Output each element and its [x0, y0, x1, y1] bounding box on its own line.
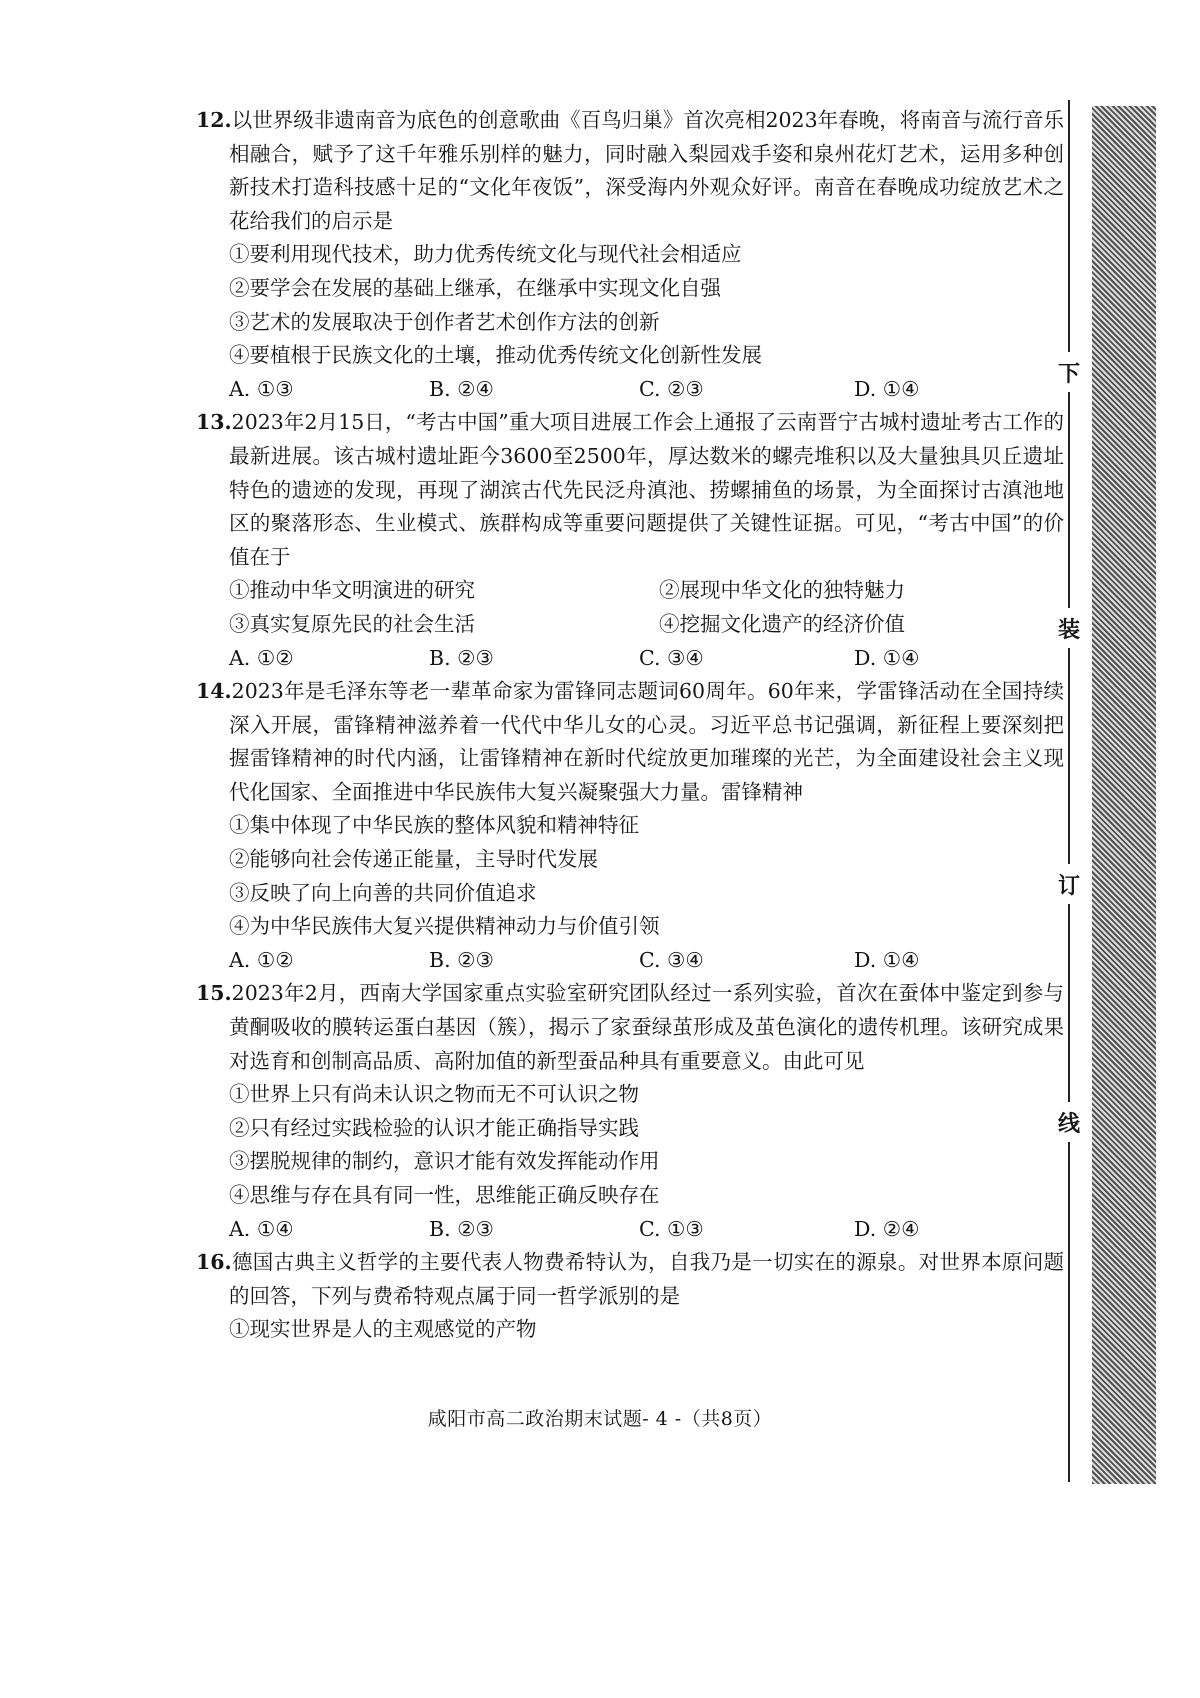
answer-choice-a: A. ①②	[229, 645, 294, 670]
question-16	[196, 1246, 1064, 1347]
answer-choice-c: C. ①③	[639, 1216, 704, 1241]
answer-choice-a: A. ①④	[229, 1216, 294, 1241]
question-number: 14.	[196, 679, 232, 704]
question-text: 德国古典主义哲学的主要代表人物费希特认为，自我乃是一切实在的源泉。对世界本原问题的回答，下列与费希特观点属于同一哲学派别的是	[229, 1250, 1064, 1308]
statement-option: ③摆脱规律的制约，意识才能有效发挥能动作用	[229, 1149, 660, 1174]
answer-choice-d: D. ①④	[854, 645, 920, 670]
answer-choice-d: D. ②④	[854, 1216, 920, 1241]
question-list	[196, 104, 1064, 1347]
question-number: 12.	[196, 108, 232, 132]
statement-option: ③反映了向上向善的共同价值追求	[229, 880, 537, 905]
statement-option: ②能够向社会传递正能量，主导时代发展	[229, 847, 598, 872]
question-number: 15.	[196, 981, 232, 1006]
answer-choice-b: B. ②③	[429, 1216, 494, 1241]
answer-choice-b: B. ②④	[429, 376, 494, 401]
question-stem	[196, 406, 1064, 574]
statement-option: ①世界上只有尚未认识之物而无不可认识之物	[229, 1082, 639, 1107]
statement-option: ④思维与存在具有同一性，思维能正确反映存在	[229, 1183, 660, 1207]
answer-choices	[229, 944, 1064, 978]
answer-choice-d: D. ①④	[854, 376, 920, 401]
statement-option: ③真实复原先民的社会生活	[229, 611, 475, 636]
binding-line	[1068, 648, 1070, 864]
statement-option: ④要植根于民族文化的土壤，推动优秀传统文化创新性发展	[229, 343, 762, 368]
answer-choice-c: C. ③④	[639, 947, 704, 972]
page-footer: 咸阳市高二政治期末试题- 4 -（共8页）	[427, 1408, 773, 1430]
statement-option: ①集中体现了中华民族的整体风貌和精神特征	[229, 813, 639, 838]
question-text: 2023年是毛泽东等老一辈革命家为雷锋同志题词60周年。60年来，学雷锋活动在全国持续深入开展，雷锋精神滋养着一代代中华儿女的心灵。习近平总书记强调，新征程上要深刻把握雷锋精神的时代内涵，让雷锋精神在新时代绽放更加璀璨的光芒，为全面建设社会主义现代化国家、全面推进中华民族伟大复兴凝聚强大力量。雷锋精神	[229, 679, 1064, 804]
scan-edge-pattern	[1092, 106, 1156, 1484]
binding-mark-xian: 线	[1053, 1108, 1085, 1140]
answer-choices	[229, 1213, 1064, 1247]
question-stem	[196, 1246, 1064, 1313]
statement-option: ①现实世界是人的主观感觉的产物	[229, 1317, 537, 1342]
binding-line	[1068, 392, 1070, 608]
statement-options	[229, 574, 1064, 641]
answer-choice-b: B. ②③	[429, 947, 494, 972]
statement-option: ②要学会在发展的基础上继承，在继承中实现文化自强	[229, 275, 721, 300]
binding-line	[1068, 1142, 1070, 1482]
question-14	[196, 675, 1064, 977]
answer-choice-a: A. ①②	[229, 947, 294, 972]
question-text: 以世界级非遗南音为底色的创意歌曲《百鸟归巢》首次亮相2023年春晚，将南音与流行音乐相融合，赋予了这千年雅乐别样的魅力，同时融入梨园戏手姿和泉州花灯艺术，运用多种创新技术打造科技感十足的“文化年夜饭”，深受海内外观众好评。南音在春晚成功绽放艺术之花给我们的启示是	[229, 108, 1064, 233]
answer-choice-c: C. ②③	[639, 376, 704, 401]
answer-choices	[229, 373, 1064, 407]
statement-option: ③艺术的发展取决于创作者艺术创作方法的创新	[229, 309, 660, 334]
binding-mark-xia: 下	[1053, 358, 1085, 390]
question-stem	[196, 104, 1064, 238]
answer-choice-c: C. ③④	[639, 645, 704, 670]
answer-choice-d: D. ①④	[854, 947, 920, 972]
answer-choice-a: A. ①③	[229, 376, 294, 401]
question-stem	[196, 977, 1064, 1078]
binding-mark-ding: 订	[1053, 870, 1085, 902]
question-number: 16.	[196, 1250, 232, 1275]
question-number: 13.	[196, 410, 232, 435]
statement-option: ①要利用现代技术，助力优秀传统文化与现代社会相适应	[229, 242, 742, 267]
question-12	[196, 104, 1064, 406]
question-text: 2023年2月15日，“考古中国”重大项目进展工作会上通报了云南晋宁古城村遗址考古工作的最新进展。该古城村遗址距今3600至2500年，厚达数米的螺壳堆积以及大量独具贝丘遗址特色的遗迹的发现，再现了湖滨古代先民泛舟滇池、捞螺捕鱼的场景，为全面探讨古滇池地区的聚落形态、生业模式、族群构成等重要问题提供了关键性证据。可见，“考古中国”的价值在于	[229, 410, 1064, 569]
statement-option: ②只有经过实践检验的认识才能正确指导实践	[229, 1115, 639, 1140]
answer-choices	[229, 642, 1064, 676]
statement-option: ④为中华民族伟大复兴提供精神动力与价值引领	[229, 914, 660, 939]
binding-line	[1068, 100, 1070, 352]
statement-option: ②展现中华文化的独特魅力	[659, 578, 905, 603]
question-stem	[196, 675, 1064, 809]
binding-line	[1068, 904, 1070, 1102]
question-13	[196, 406, 1064, 675]
statement-option: ①推动中华文明演进的研究	[229, 578, 475, 603]
answer-choice-b: B. ②③	[429, 645, 494, 670]
question-15	[196, 977, 1064, 1246]
binding-mark-zhuang: 装	[1053, 614, 1085, 646]
question-text: 2023年2月，西南大学国家重点实验室研究团队经过一系列实验，首次在蚕体中鉴定到参与黄酮吸收的膜转运蛋白基因（簇），揭示了家蚕绿茧形成及茧色演化的遗传机理。该研究成果对选育和创制高品质、高附加值的新型蚕品种具有重要意义。由此可见	[229, 981, 1064, 1073]
statement-option: ④挖掘文化遗产的经济价值	[659, 611, 905, 636]
